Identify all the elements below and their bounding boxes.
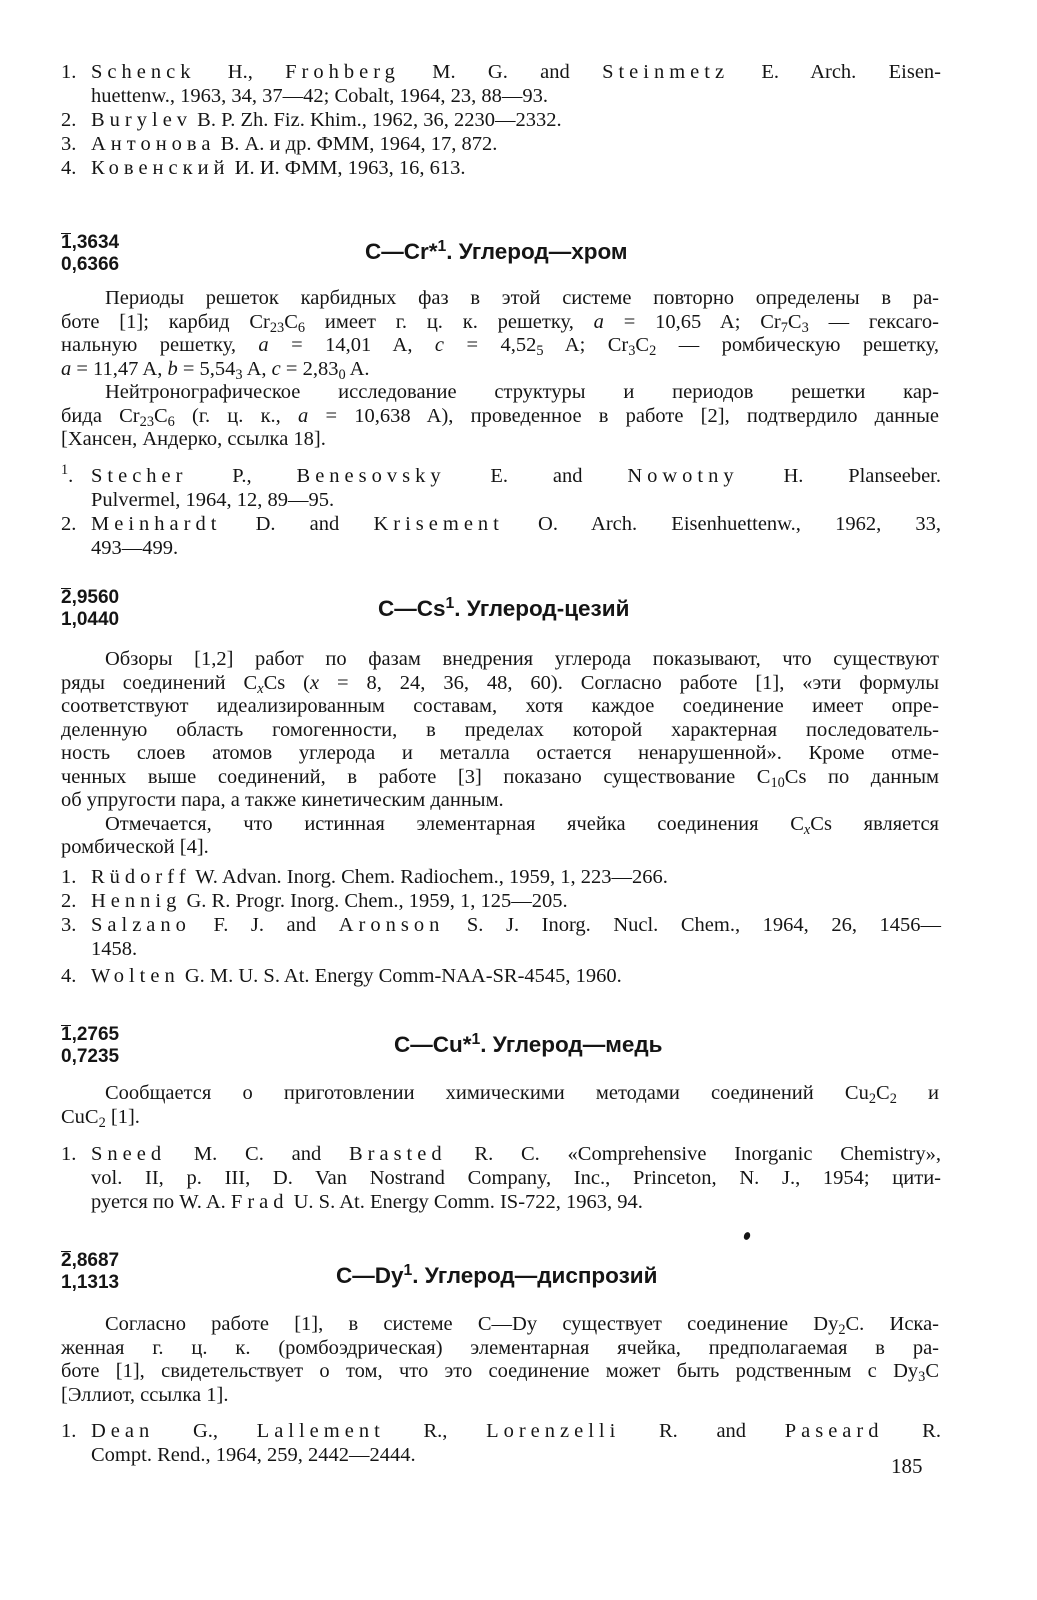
reference-list-cs	[61, 865, 941, 988]
reference-item: 2. Hennig G. R. Progr. Inorg. Chem., 1959, 1, 125—205.	[61, 890, 568, 912]
paragraph-cu-1: Сообщается о приготовлении химическими методами соединений $Cu_2C_2$ и CuC$_2$ [1].	[61, 1082, 939, 1131]
ink-spot	[743, 1231, 752, 1241]
paragraph-cr-1: Периоды решеток карбидных фаз в этой системе повторно определены в ра- боте [1]; карбид $Cr_{23}C_6$ имеет г. ц. к. решетку, a = 10,65 A; $Cr_7C_3$ — гексаго- нальную решетку, a = 14,01 A, $c = 4,52_5$ A; $Cr_3C_2$ — ромбическую решетку, a = 11,47 A, $b = 5,54_3$ A, $c = 2,83_0$ A. Нейтронографическое исследование структуры и периодов решетки кар- бида $Cr_{23}C_6$ (г. ц. к., a = 10,638 A), проведенное в работе [2], подтвердило данные [Хансен, Андерко, ссылка 18].	[61, 287, 940, 450]
reference-list-top	[61, 60, 941, 180]
reference-item: 1. Rüdorff W. Advan. Inorg. Chem. Radiochem., 1959, 1, 223—266.	[61, 866, 668, 888]
reference-item: 2. Meinhardt D. and Krisement O. Arch. Eisenhuettenw., 1962, 33,	[61, 513, 942, 535]
reference-item-continuation: Pulvermel, 1964, 12, 89—95.	[91, 489, 335, 511]
section-code-dy: 2,8687 1,1313	[61, 1250, 120, 1293]
reference-item: 4. Ковенский И. И. ФММ, 1963, 16, 613.	[61, 157, 466, 179]
reference-item: 4. Wolten G. M. U. S. At. Energy Comm-NAA-SR-4545, 1960.	[61, 965, 622, 987]
reference-item: 1. Sneed M. C. and Brasted R. C. «Comprehensive Inorganic Chemistry»,	[61, 1143, 941, 1165]
reference-item: 1. Schenck H., Frohberg M. G. and Steinmetz E. Arch. Eisen-	[61, 61, 941, 83]
paragraph-cs-1: Обзоры [1,2] работ по фазам внедрения углерода показывают, что существуют ряды соединений $C_xCs$ (x = 8, 24, 36, 48, 60). Согласно работе [1], «эти формулы соответствуют идеализированным составам, хотя каждое соединение имеет опре- деленную область гомогенности, в пределах которой характерная последователь- ность слоев атомов углерода и металла остается ненарушенной». Кроме отме- ченных выше соединений, в работе [3] показано существование $C_{10}Cs$ по данным об упругости пара, а также кинетическим данным. Отмечается, что истинная элементарная ячейка соединения $C_xCs$ является ромбической [4].	[61, 648, 939, 858]
section-code-cs: 2,9560 1,0440	[61, 587, 120, 630]
reference-item: 3. Антонова В. А. и др. ФММ, 1964, 17, 872.	[61, 133, 498, 155]
section-title-cs: C—Cs$^1$. Углерод-цезий	[378, 595, 630, 621]
page-number: 185	[891, 1454, 923, 1478]
reference-item-continuation: vol. II, p. III, D. Van Nostrand Company, Inc., Princeton, N. J., 1954; цити-	[91, 1167, 941, 1189]
reference-list-cu	[61, 1142, 941, 1214]
reference-item: 2. Burylev B. P. Zh. Fiz. Khim., 1962, 36, 2230—2332.	[61, 109, 562, 131]
section-title-cr: C—Cr*$^1$. Углерод—хром	[365, 238, 628, 264]
reference-item-continuation: huettenw., 1963, 34, 37—42; Cobalt, 1964, 23, 88—93.	[91, 85, 549, 107]
paragraph-dy-1: Согласно работе [1], в системе C—Dy существует соединение $Dy_2C$. Иска- женная г. ц. к. (ромбоэдрическая) элементарная ячейка, предполагаемая в ра- боте [1], свидетельствует о том, что это соединение может быть родственным с $Dy_3C$ [Эллиот, ссылка 1].	[61, 1313, 940, 1406]
reference-item-continuation: 1458.	[91, 938, 138, 960]
section-code-cr: 1,3634 0,6366	[61, 232, 120, 275]
reference-list-cr	[61, 464, 941, 560]
reference-item-continuation: Compt. Rend., 1964, 259, 2442—2444.	[91, 1444, 416, 1466]
section-code-cu: 1,2765 0,7235	[61, 1024, 120, 1067]
reference-item: $^1$. Stecher P., Benesovsky E. and Nowotny H. Planseeber.	[61, 462, 941, 487]
reference-list-dy	[61, 1419, 941, 1467]
reference-item-continuation: руется по W. A. Frad U. S. At. Energy Comm. IS-722, 1963, 94.	[91, 1191, 643, 1213]
reference-item: 3. Salzano F. J. and Aronson S. J. Inorg. Nucl. Chem., 1964, 26, 1456—	[61, 914, 941, 936]
reference-item: 1. Dean G., Lallement R., Lorenzelli R. and Paseard R.	[61, 1420, 941, 1442]
section-title-dy: C—Dy$^1$. Углерод—диспрозий	[336, 1262, 658, 1288]
reference-item-continuation: 493—499.	[91, 537, 179, 559]
section-title-cu: C—Cu*$^1$. Углерод—медь	[394, 1031, 663, 1057]
